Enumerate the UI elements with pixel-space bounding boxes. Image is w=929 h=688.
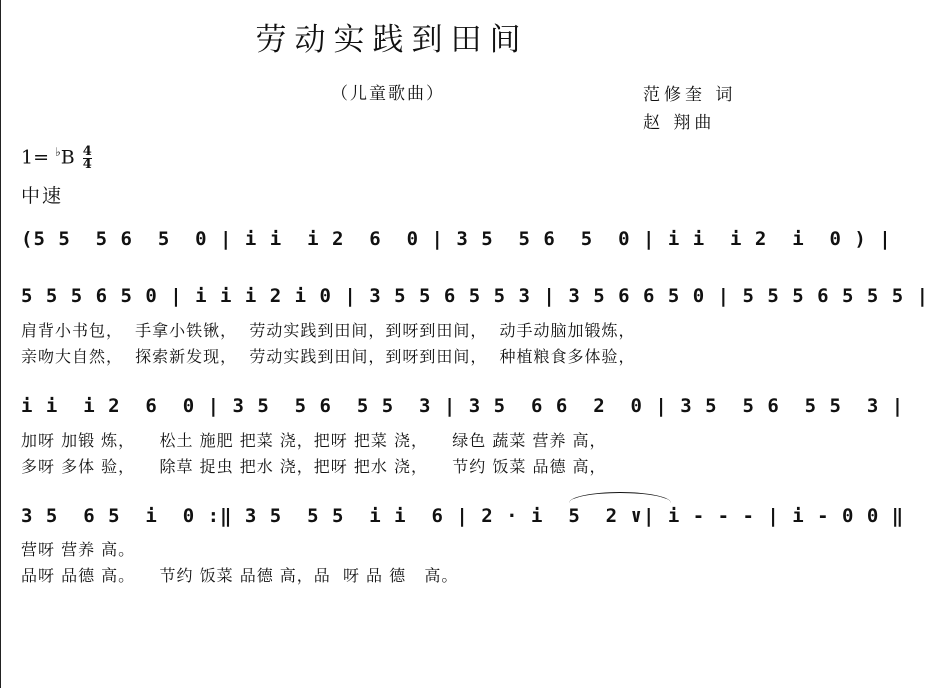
lyric-line-1a: 肩背小书包， 手拿小铁锹， 劳动实践到田间，到呀到田间， 动手动脑加锻炼， [21,321,636,340]
tempo-marking: 中速 [21,185,64,207]
key-note: B [60,146,75,169]
song-subtitle: （儿童歌曲） [331,84,445,104]
notation-line-2: 5 5 5 6 5 0 | i i i 2 i 0 | 3 5 5 6 5 5 3 | 3 5 6 6 5 0 | 5 5 5 6 5 5 5 | [21,285,929,307]
time-numerator: 4 [82,143,92,159]
flat-sign: ♭ [55,145,61,159]
time-signature [82,143,92,172]
composer-credit: 赵 翔曲 [643,113,716,133]
lyric-line-3b: 品呀 品德 高。 节约 饭菜 品德 高，品 呀 品 德 高。 [21,566,459,585]
notation-line-3: i i i 2 6 0 | 3 5 5 6 5 5 3 | 3 5 6 6 2 0 | 3 5 5 6 5 5 3 | [21,395,905,417]
time-denominator: 4 [82,156,92,172]
notation-line-4: 3 5 6 5 i 0 :‖ 3 5 5 5 i i 6 | 2 · i 5 2 ∨| i - - - | i - 0 0 ‖ [21,505,905,527]
lyricist-credit: 范修奎 词 [643,85,737,105]
lyric-line-2a: 加呀 加锻 炼， 松土 施肥 把菜 浇，把呀 把菜 浇， 绿色 蔬菜 营养 高， [21,431,607,450]
key-prefix: 1= [21,146,50,169]
key-signature [21,145,92,171]
lyric-line-2b: 多呀 多体 验， 除草 捉虫 把水 浇，把呀 把水 浇， 节约 饭菜 品德 高， [21,457,607,476]
tie-slur [569,492,671,503]
lyric-line-1b: 亲吻大自然， 探索新发现， 劳动实践到田间，到呀到田间， 种植粮食多体验， [21,347,636,366]
song-title: 劳动实践到田间 [255,22,529,58]
notation-line-1: (5 5 5 6 5 0 | i i i 2 6 0 | 3 5 5 6 5 0 | i i i 2 i 0 ) | [21,228,892,250]
lyric-line-3a: 营呀 营养 高。 [21,540,136,559]
